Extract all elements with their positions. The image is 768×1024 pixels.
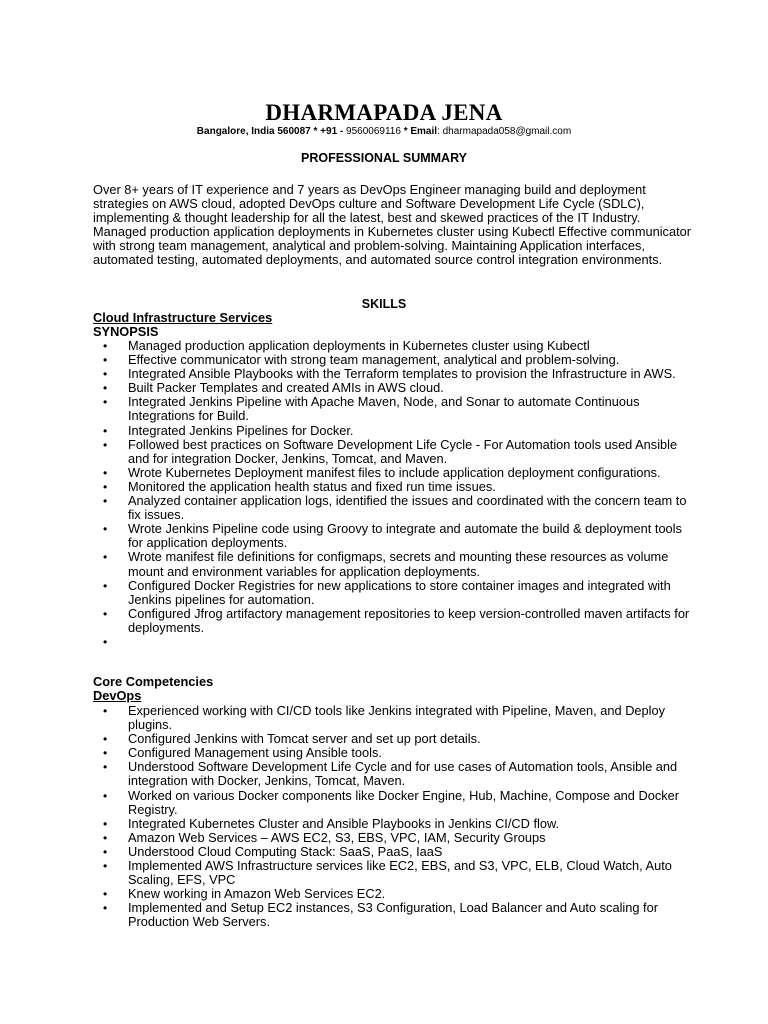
bullet-icon: • — [103, 746, 108, 761]
contact-email: : dharmapada058@gmail.com — [437, 126, 572, 137]
bullet-icon: • — [103, 887, 108, 902]
list-item-text: Configured Docker Registries for new applications to store container images and integrated with Jenkins pipelines for automation. — [128, 577, 671, 607]
bullet-icon: • — [103, 423, 108, 438]
bullet-icon: • — [103, 339, 108, 353]
bullet-icon: • — [103, 816, 108, 831]
bullet-icon: • — [103, 437, 108, 452]
list-item-text: Monitored the application health status and fixed run time issues. — [128, 478, 496, 494]
bullet-icon: • — [103, 578, 108, 593]
list-item — [93, 859, 693, 887]
bullet-icon: • — [103, 844, 108, 859]
list-item-text: Built Packer Templates and created AMIs in AWS cloud. — [128, 380, 444, 396]
skills-heading: SKILLS — [361, 297, 407, 311]
contact-email-label: * Email — [403, 126, 438, 137]
list-item — [93, 353, 693, 367]
competencies-title: Core Competencies — [93, 674, 214, 689]
bullet-icon: • — [103, 788, 108, 803]
list-item-text: Understood Software Development Life Cycle and for use cases of Automation tools, Ansible and integration with Docker, Jenkins, Tomcat, Maven. — [128, 759, 678, 789]
list-item-text: Worked on various Docker components like Docker Engine, Hub, Machine, Compose and Docker Registry. — [128, 787, 680, 817]
bullet-icon: • — [103, 494, 108, 509]
list-item-text: Managed production application deployments in Kubernetes cluster using Kubectl — [128, 338, 590, 353]
list-item-text: Implemented AWS Infrastructure services like EC2, EBS, and S3, VPC, ELB, Cloud Watch, Auto Scaling, EFS, VPC — [128, 858, 672, 888]
list-item-text: Implemented and Setup EC2 instances, S3 Configuration, Load Balancer and Auto scaling for Production Web Servers. — [128, 900, 658, 930]
list-item-text: Analyzed container application logs, identified the issues and coordinated with the concern team to fix issues. — [128, 493, 687, 523]
list-item-text: Integrated Jenkins Pipelines for Docker. — [128, 422, 354, 438]
list-item-text: Integrated Jenkins Pipeline with Apache Maven, Node, and Sonar to automate Continuous Integrations for Build. — [128, 394, 640, 424]
bullet-icon: • — [103, 606, 108, 621]
list-item — [93, 339, 693, 353]
skills-section-title: Cloud Infrastructure Services — [93, 310, 273, 325]
candidate-name: DHARMAPADA JENA — [265, 100, 503, 125]
list-item-text: Amazon Web Services – AWS EC2, S3, EBS, VPC, IAM, Security Groups — [128, 829, 546, 845]
list-item-text: Wrote manifest file definitions for configmaps, secrets and mounting these resources as volume mount and environment variables for application deployments. — [128, 549, 669, 579]
bullet-icon: • — [103, 395, 108, 410]
bullet-icon: • — [103, 465, 108, 480]
list-item-text: Effective communicator with strong team management, analytical and problem-solving. — [128, 352, 620, 368]
list-item — [93, 746, 693, 760]
summary-text: Over 8+ years of IT experience and 7 years as DevOps Engineer managing build and deployment strategies on AWS cloud, adopted DevOps culture and Software Development Life Cycle (SDLC), implementing & thought leadership for all the latest, best and skewed practices of the IT Industry. Managed production application deployments in Kubernetes cluster using Kubectl Effective communicator with strong team management, analytical and problem-solving. Maintaining Application interfaces, automated testing, automated deployments, and automated source control integration environments. — [93, 182, 692, 268]
list-item — [93, 381, 693, 395]
list-item-text: Integrated Kubernetes Cluster and Ansible Playbooks in Jenkins CI/CD flow. — [128, 815, 560, 831]
bullet-icon: • — [103, 859, 108, 874]
skills-list — [93, 338, 693, 649]
list-item — [93, 760, 693, 788]
bullet-icon: • — [103, 901, 108, 916]
list-item-text: Configured Management using Ansible tools. — [128, 745, 382, 761]
bullet-icon: • — [103, 353, 108, 368]
bullet-icon: • — [103, 522, 108, 537]
list-item — [93, 704, 693, 732]
bullet-icon: • — [103, 634, 108, 649]
list-item-text: Experienced working with CI/CD tools like Jenkins integrated with Pipeline, Maven, and Deploy plugins. — [128, 703, 666, 733]
list-item-text: Wrote Jenkins Pipeline code using Groovy to integrate and automate the build & deployment tools for application deployments. — [128, 521, 682, 551]
list-item-text: Followed best practices on Software Development Life Cycle - For Automation tools used Ansible and for integration Docker, Jenkins, Tomcat, and Maven. — [128, 436, 678, 466]
list-item — [93, 480, 693, 494]
list-item — [93, 817, 693, 831]
list-item — [93, 607, 693, 635]
competencies-list — [93, 704, 693, 930]
list-item — [93, 494, 693, 522]
contact-phone: 9560069116 — [346, 126, 401, 137]
bullet-icon: • — [103, 760, 108, 775]
bullet-icon: • — [103, 732, 108, 747]
list-item — [93, 438, 693, 466]
competencies-subtitle: DevOps — [93, 688, 142, 703]
list-item — [93, 579, 693, 607]
bullet-icon: • — [103, 479, 108, 494]
list-item — [93, 395, 693, 423]
list-item — [93, 831, 693, 845]
list-item — [93, 424, 693, 438]
contact-location: Bangalore, India 560087 * +91 - — [196, 126, 344, 137]
bullet-icon: • — [103, 830, 108, 845]
list-item — [93, 550, 693, 578]
list-item — [93, 845, 693, 859]
list-item — [93, 367, 693, 381]
summary-heading: PROFESSIONAL SUMMARY — [301, 151, 467, 165]
list-item — [93, 522, 693, 550]
list-item — [93, 466, 693, 480]
list-item-text: Knew working in Amazon Web Services EC2. — [128, 886, 386, 902]
bullet-icon: • — [103, 367, 108, 382]
list-item — [93, 901, 693, 929]
list-item — [93, 732, 693, 746]
list-item-text: Wrote Kubernetes Deployment manifest files to include application deployment configurations. — [128, 464, 661, 480]
bullet-icon: • — [103, 704, 108, 718]
list-item — [93, 789, 693, 817]
list-item-text: Understood Cloud Computing Stack: SaaS, PaaS, IaaS — [128, 843, 443, 859]
bullet-icon: • — [103, 381, 108, 396]
contact-line — [0, 126, 768, 138]
bullet-icon: • — [103, 550, 108, 565]
synopsis-title: SYNOPSIS — [93, 324, 159, 339]
list-item-text: Configured Jenkins with Tomcat server and set up port details. — [128, 731, 481, 747]
list-item — [93, 887, 693, 901]
list-item-text: Integrated Ansible Playbooks with the Terraform templates to provision the Infrastructure in AWS. — [128, 366, 676, 382]
list-item-text: Configured Jfrog artifactory management repositories to keep version-controlled maven artifacts for deployments. — [128, 605, 690, 635]
